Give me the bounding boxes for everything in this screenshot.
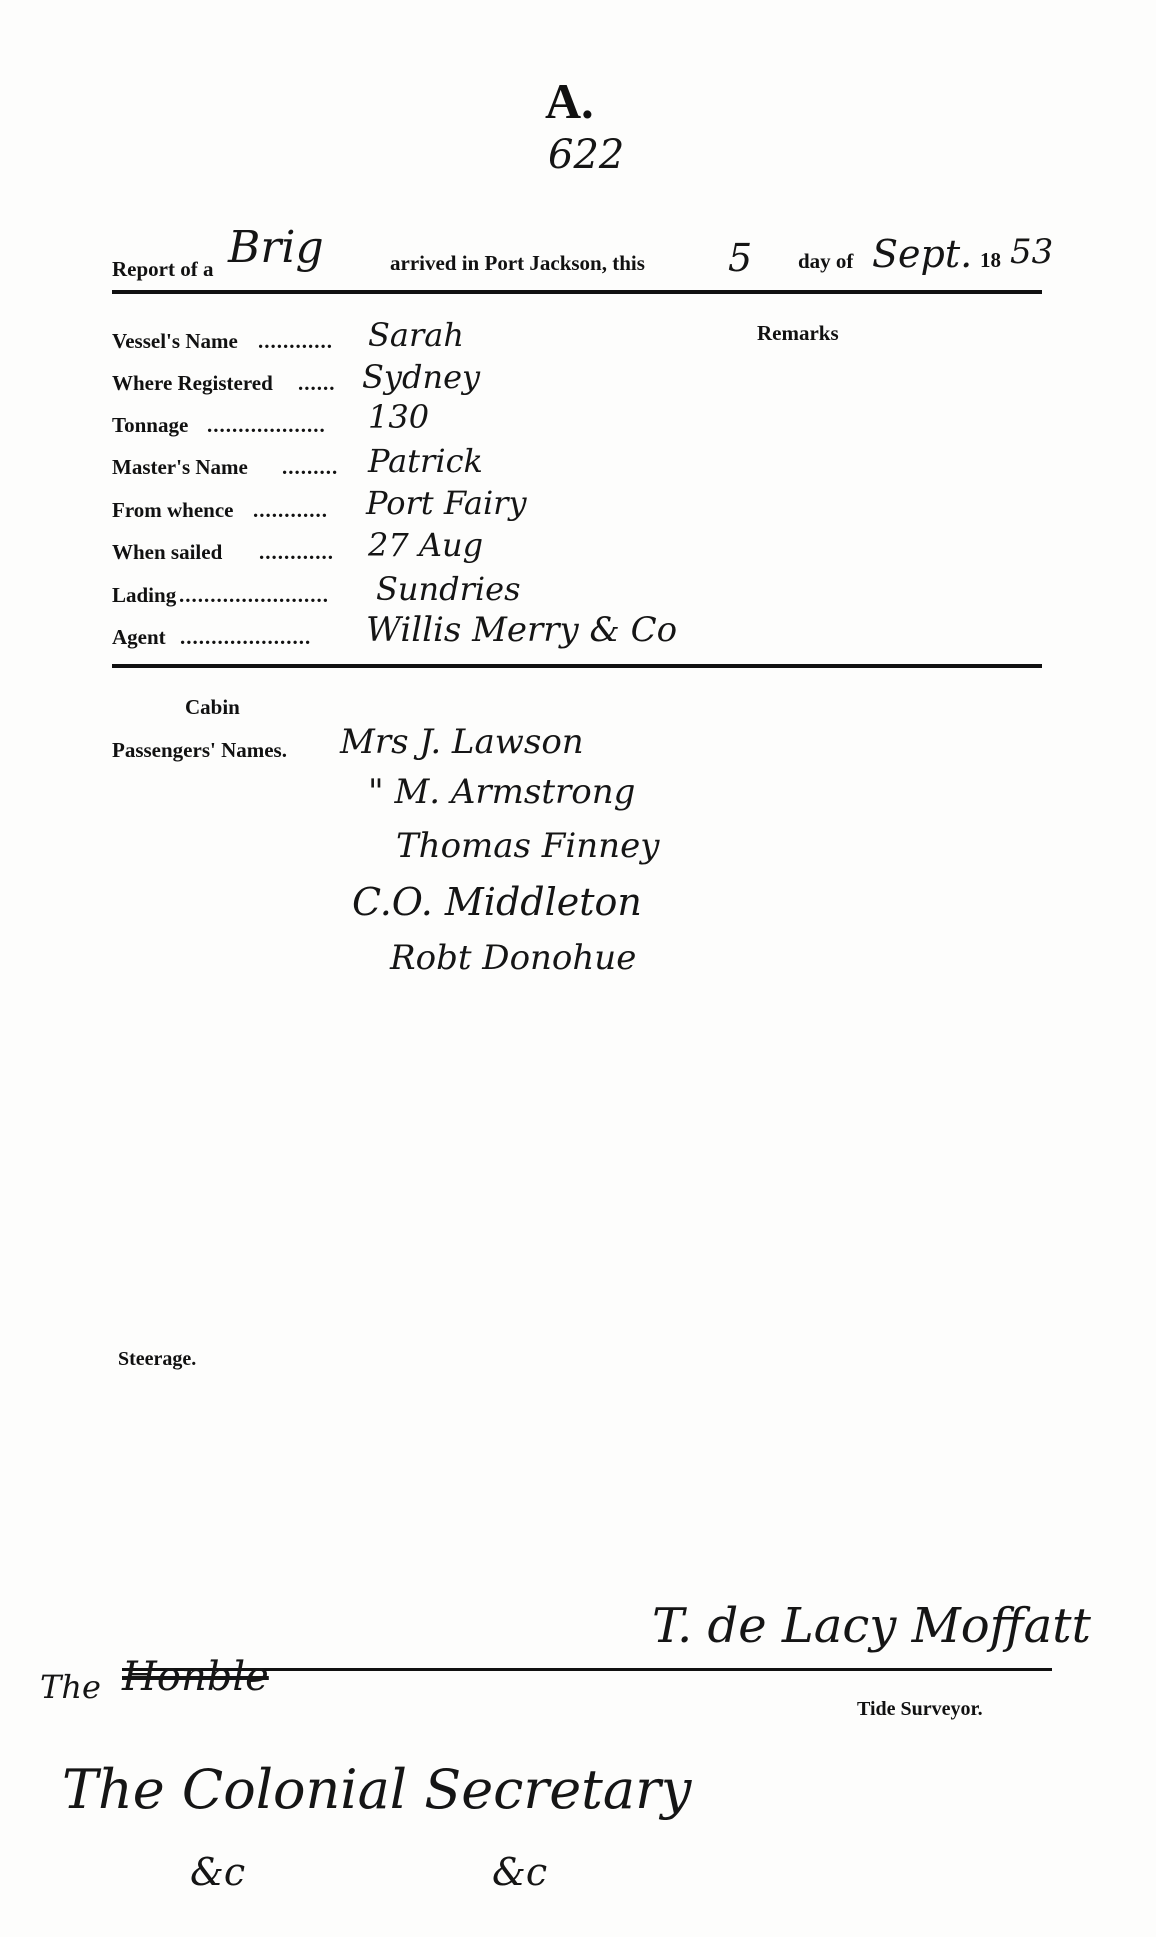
address-line3-right: &c bbox=[492, 1850, 548, 1894]
agent-value: Willis Merry & Co bbox=[366, 610, 678, 650]
from-whence-dots: ............ bbox=[253, 498, 328, 522]
address-line3-left: &c bbox=[190, 1850, 246, 1894]
passenger-2: " M. Armstrong bbox=[368, 772, 636, 812]
vessel-name-dots: ............ bbox=[258, 329, 333, 353]
from-whence-value: Port Fairy bbox=[366, 484, 527, 522]
arrival-month: Sept. bbox=[872, 232, 973, 276]
top-rule bbox=[112, 290, 1042, 294]
tonnage-value: 130 bbox=[368, 398, 430, 436]
report-middle: arrived in Port Jackson, this bbox=[390, 251, 645, 275]
arrival-day: 5 bbox=[728, 236, 753, 280]
remarks-label: Remarks bbox=[757, 321, 839, 345]
middle-rule bbox=[112, 664, 1042, 668]
agent-label: Agent bbox=[112, 625, 166, 649]
agent-dots: ..................... bbox=[180, 625, 312, 649]
day-of-label: day of bbox=[798, 249, 854, 273]
surveyor-signature: T. de Lacy Moffatt bbox=[652, 1598, 1091, 1654]
master-dots: ......... bbox=[282, 455, 339, 479]
registered-dots: ...... bbox=[298, 371, 336, 395]
lading-label: Lading bbox=[112, 583, 177, 607]
passenger-3: Thomas Finney bbox=[396, 826, 660, 866]
year-printed: 18 bbox=[980, 248, 1001, 272]
lading-dots: ........................ bbox=[179, 583, 329, 607]
passenger-5: Robt Donohue bbox=[390, 938, 637, 978]
from-whence-label: From whence bbox=[112, 498, 234, 522]
master-value: Patrick bbox=[368, 442, 483, 480]
year-written: 53 bbox=[1010, 232, 1054, 272]
when-sailed-label: When sailed bbox=[112, 540, 223, 564]
form-number: 622 bbox=[548, 132, 625, 178]
passengers-label: Passengers' Names. bbox=[112, 738, 287, 762]
form-letter: A. bbox=[545, 73, 594, 129]
address-line1-struck: Honble bbox=[122, 1654, 269, 1700]
address-line1-prefix: The bbox=[40, 1668, 101, 1706]
report-prefix: Report of a bbox=[112, 257, 214, 281]
passenger-4: C.O. Middleton bbox=[352, 880, 642, 924]
signature-title: Tide Surveyor. bbox=[857, 1698, 983, 1720]
vessel-type: Brig bbox=[228, 222, 324, 273]
when-sailed-value: 27 Aug bbox=[368, 526, 484, 564]
registered-value: Sydney bbox=[362, 358, 481, 396]
master-label: Master's Name bbox=[112, 455, 248, 479]
lading-value: Sundries bbox=[376, 570, 521, 608]
address-line2: The Colonial Secretary bbox=[62, 1758, 692, 1821]
registered-label: Where Registered bbox=[112, 371, 273, 395]
tonnage-label: Tonnage bbox=[112, 413, 189, 437]
cabin-label: Cabin bbox=[185, 695, 240, 719]
vessel-name-value: Sarah bbox=[368, 316, 464, 354]
tonnage-dots: ................... bbox=[207, 413, 326, 437]
vessel-name-label: Vessel's Name bbox=[112, 329, 238, 353]
passenger-1: Mrs J. Lawson bbox=[340, 722, 584, 762]
steerage-label: Steerage. bbox=[118, 1348, 197, 1370]
when-sailed-dots: ............ bbox=[259, 540, 334, 564]
